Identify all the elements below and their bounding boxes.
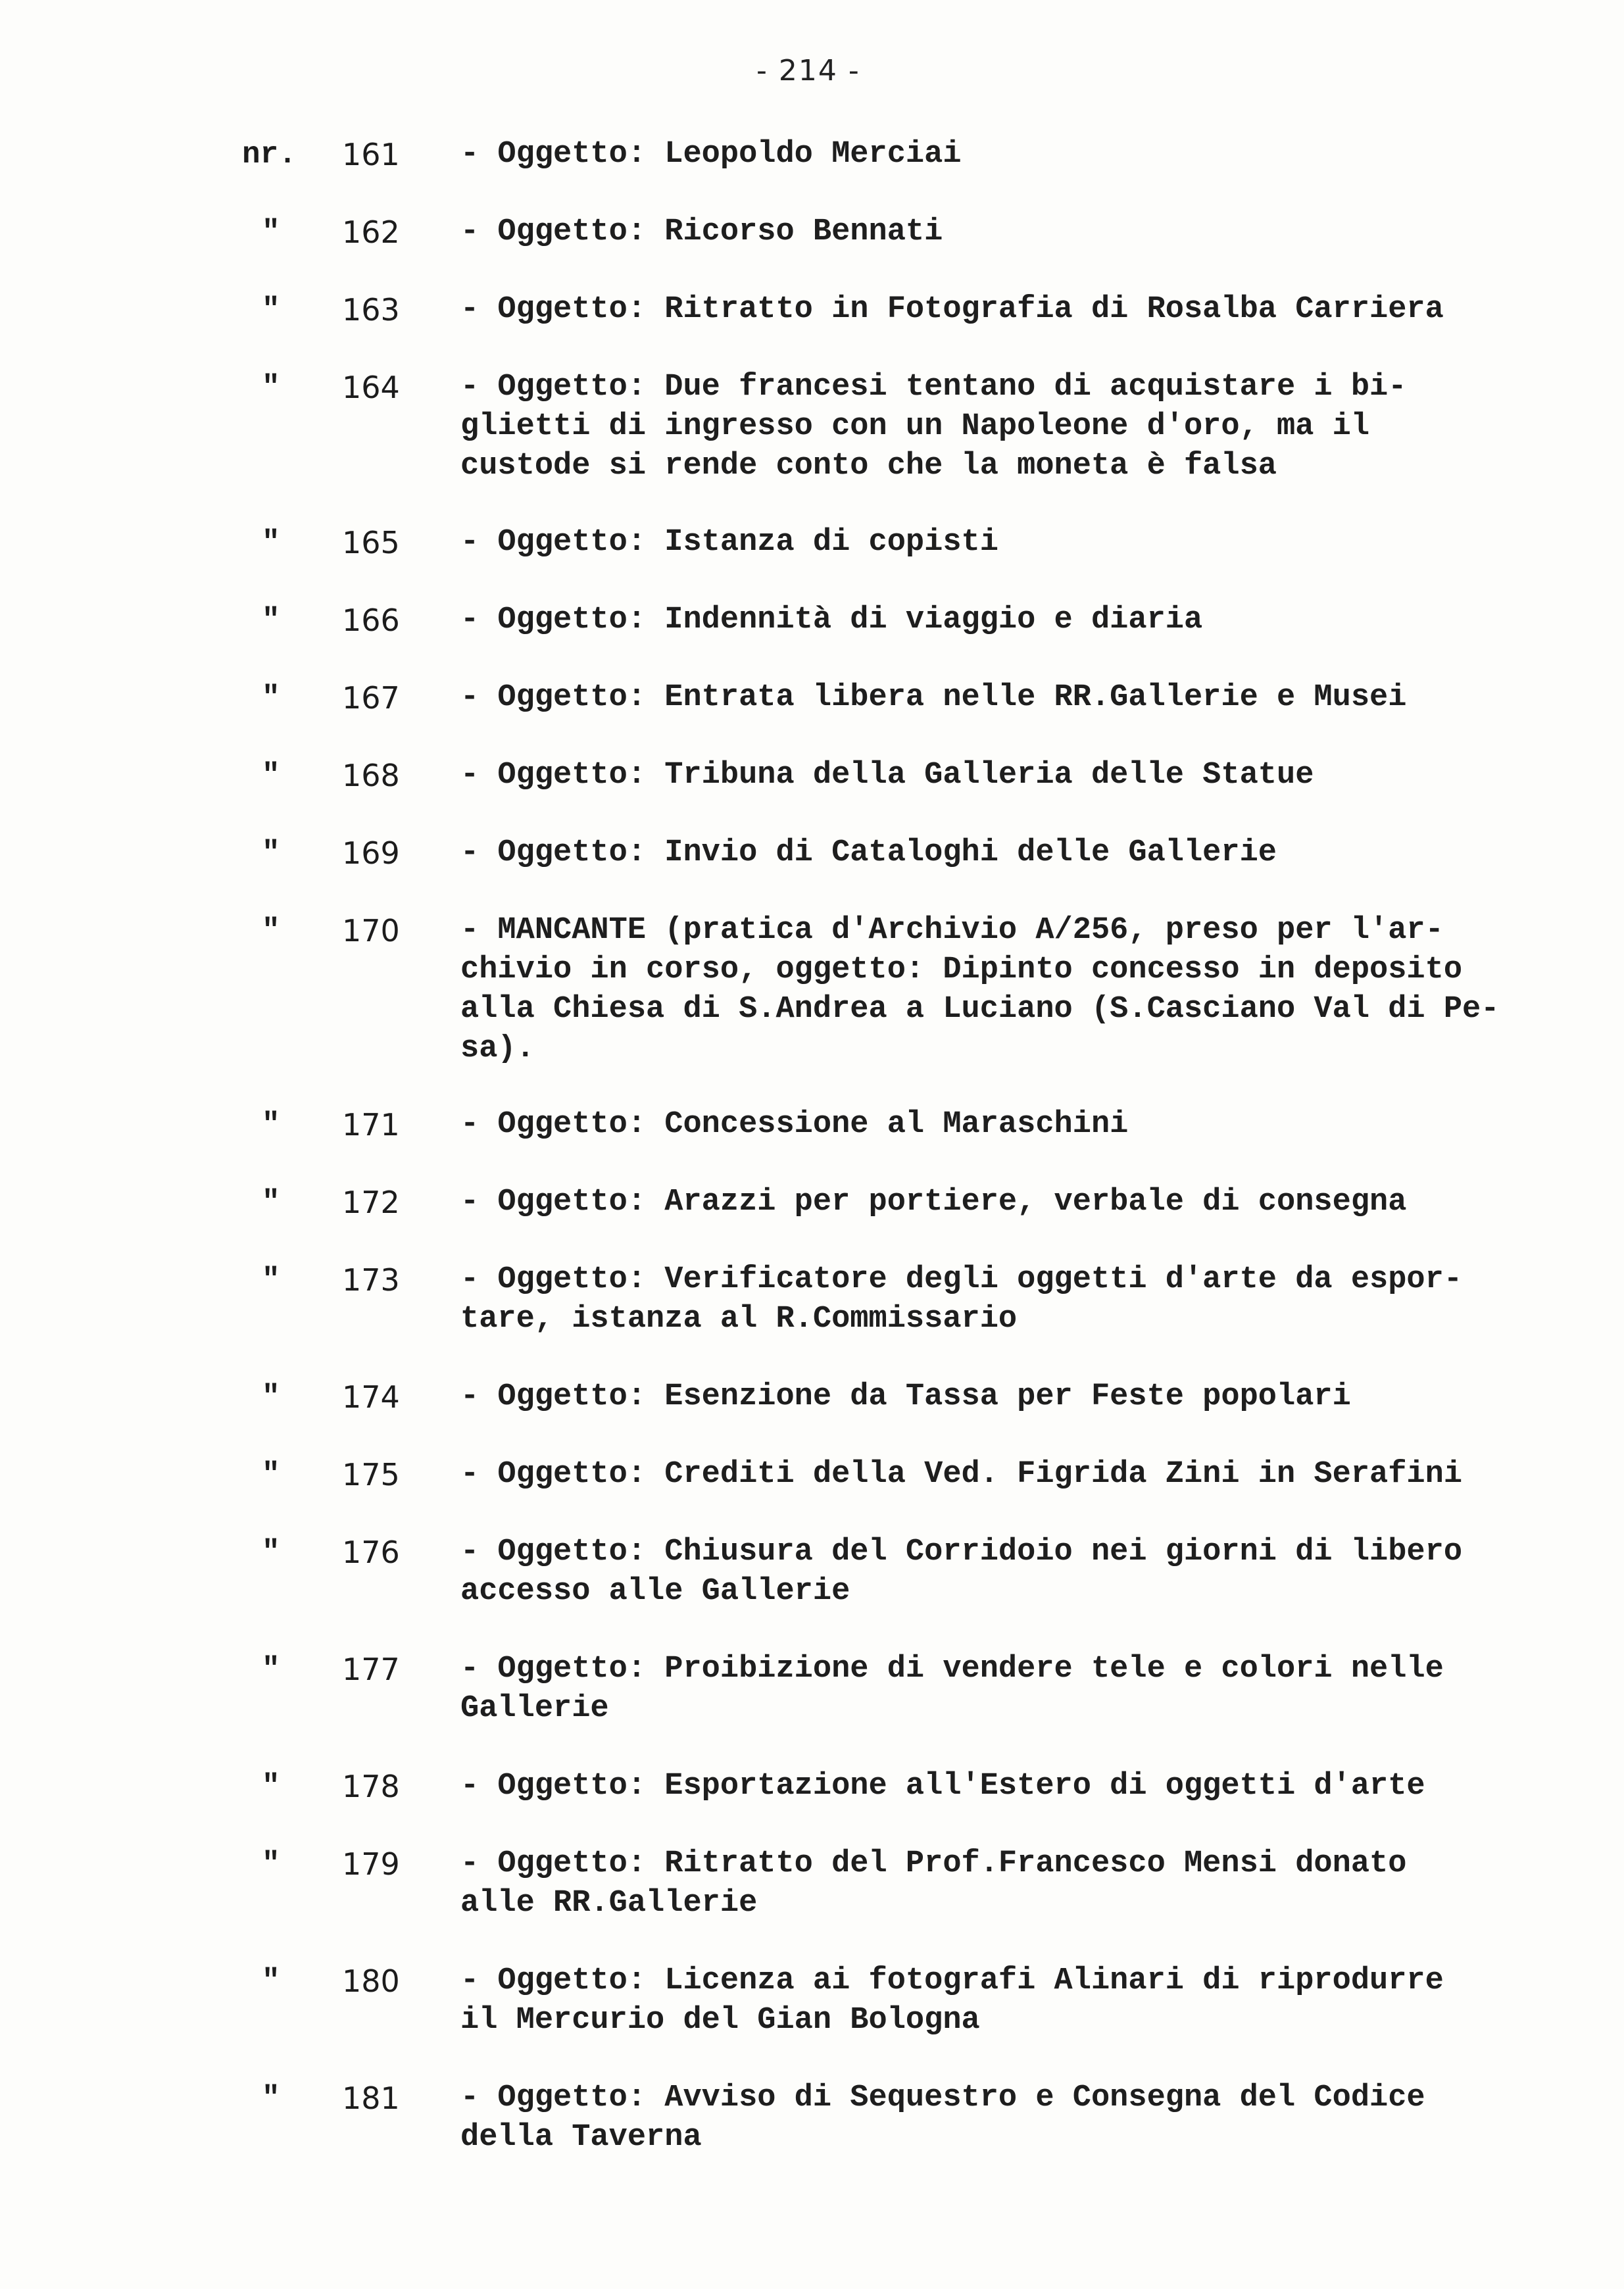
ditto-mark: " [262,1847,280,1881]
entry-line: - Oggetto: Esportazione all'Estero di oggetti d'arte [460,1769,1425,1804]
entry-number: 169 [342,835,400,871]
ditto-mark: " [262,526,280,560]
entry-line: - Oggetto: Ritratto del Prof.Francesco Mensi donato [460,1846,1407,1881]
entry-prefix: nr. [242,137,297,172]
entry-line: Gallerie [460,1691,609,1726]
entry-line: - Oggetto: Avviso di Sequestro e Consegna del Codice [460,2080,1425,2115]
entry-number: 161 [342,137,400,172]
entry-line: custode si rende conto che la moneta è falsa [460,449,1277,483]
ditto-mark: " [262,1964,280,1998]
entry-line: - Oggetto: Verificatore degli oggetti d'arte da espor- [460,1262,1463,1297]
entry-line: il Mercurio del Gian Bologna [460,2003,980,2038]
ditto-mark: " [262,1458,280,1492]
entry-line: - Oggetto: Licenza ai fotografi Alinari di riprodurre [460,1963,1444,1998]
entry-line: - Oggetto: Crediti della Ved. Figrida Zini in Serafini [460,1457,1463,1492]
ditto-mark: " [262,1769,280,1804]
entry-line: - Oggetto: Leopoldo Merciai [460,137,962,172]
entry-number: 168 [342,758,400,793]
entry-line: - Oggetto: Tribuna della Galleria delle Statue [460,758,1314,793]
entry-line: - Oggetto: Ricorso Bennati [460,214,943,249]
ditto-mark: " [262,1652,280,1686]
entry-line: accesso alle Gallerie [460,1574,850,1609]
entry-number: 178 [342,1769,400,1804]
entry-line: alla Chiesa di S.Andrea a Luciano (S.Casciano Val di Pe- [460,992,1500,1027]
ditto-mark: " [262,914,280,948]
entry-line: - Oggetto: Chiusura del Corridoio nei giorni di libero [460,1535,1463,1569]
ditto-mark: " [262,2081,280,2115]
entry-line: - Oggetto: Indennità di viaggio e diaria [460,603,1203,637]
entry-number: 163 [342,292,400,328]
entry-number: 167 [342,680,400,716]
entry-line: - Oggetto: Due francesi tentano di acquistare i bi- [460,370,1407,405]
entry-line: - Oggetto: Istanza di copisti [460,525,998,560]
ditto-mark: " [262,1380,280,1414]
entry-line: - Oggetto: Ritratto in Fotografia di Rosalba Carriera [460,292,1444,327]
ditto-mark: " [262,1263,280,1297]
entry-number: 174 [342,1379,400,1415]
entry-number: 171 [342,1107,400,1143]
entry-number: 175 [342,1457,400,1492]
ditto-mark: " [262,293,280,327]
entry-number: 173 [342,1262,400,1298]
entry-number: 164 [342,370,400,405]
entry-number: 170 [342,913,400,948]
ditto-mark: " [262,1108,280,1142]
ditto-mark: " [262,603,280,637]
entry-line: alle RR.Gallerie [460,1886,758,1921]
entry-line: chivio in corso, oggetto: Dipinto concesso in deposito [460,952,1463,987]
entry-number: 172 [342,1185,400,1220]
entry-number: 180 [342,1963,400,1999]
entry-line: - Oggetto: Concessione al Maraschini [460,1107,1129,1142]
entry-number: 177 [342,1652,400,1687]
entry-line: - Oggetto: Proibizione di vendere tele e colori nelle [460,1652,1444,1686]
entry-line: tare, istanza al R.Commissario [460,1302,1018,1337]
ditto-mark: " [262,681,280,715]
ditto-mark: " [262,1535,280,1569]
entry-line: - MANCANTE (pratica d'Archivio A/256, preso per l'ar- [460,913,1444,948]
entry-line: - Oggetto: Invio di Cataloghi delle Gallerie [460,835,1277,870]
entry-line: - Oggetto: Esenzione da Tassa per Feste popolari [460,1379,1351,1414]
ditto-mark: " [262,1185,280,1219]
entry-number: 176 [342,1535,400,1570]
page-number: - 214 - [756,54,860,87]
ditto-mark: " [262,215,280,249]
ditto-mark: " [262,836,280,870]
entry-line: sa). [460,1031,535,1066]
entry-number: 165 [342,525,400,560]
entry-number: 166 [342,603,400,638]
entry-number: 162 [342,214,400,250]
entry-number: 179 [342,1846,400,1882]
ditto-mark: " [262,758,280,793]
entry-line: glietti di ingresso con un Napoleone d'oro, ma il [460,409,1370,444]
ditto-mark: " [262,370,280,405]
entry-line: della Taverna [460,2120,702,2155]
entry-line: - Oggetto: Entrata libera nelle RR.Gallerie e Musei [460,680,1407,715]
entry-number: 181 [342,2080,400,2116]
entry-line: - Oggetto: Arazzi per portiere, verbale di consegna [460,1185,1407,1219]
